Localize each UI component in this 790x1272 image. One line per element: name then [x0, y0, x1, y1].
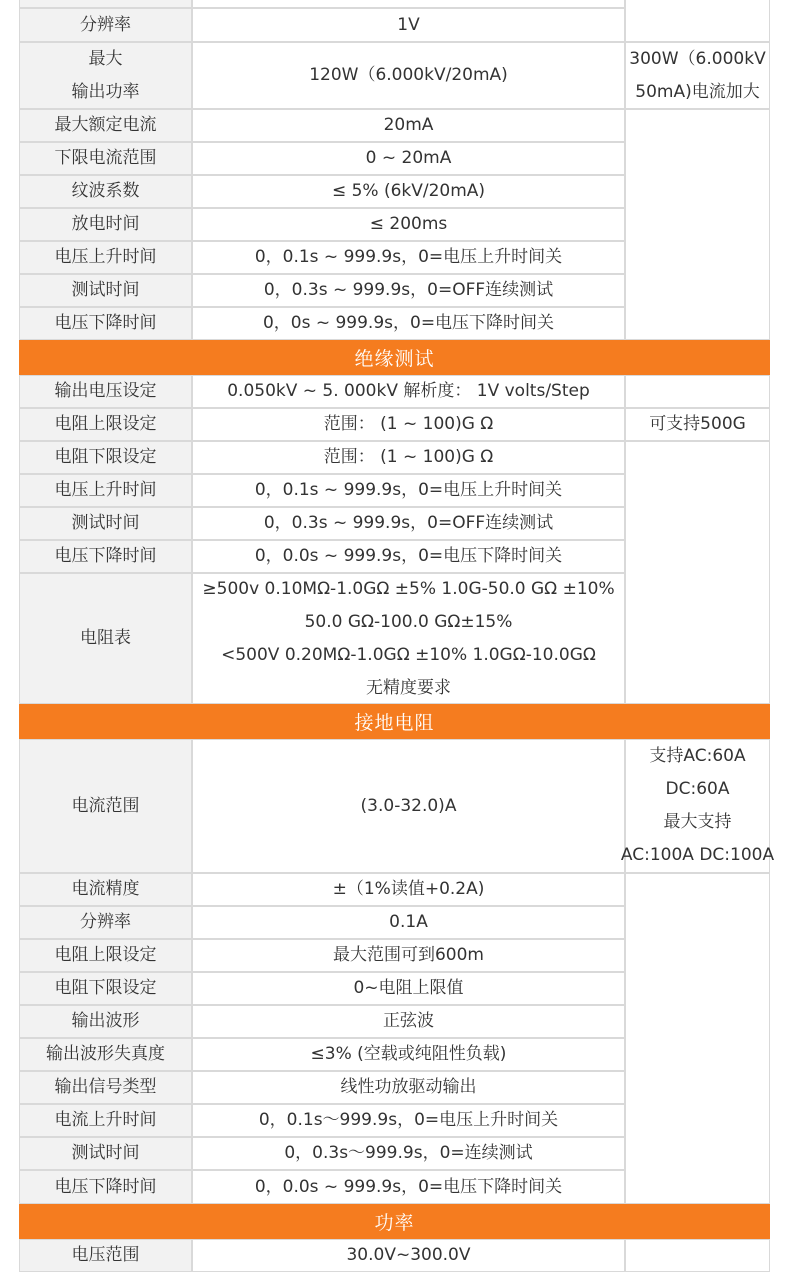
row-value [192, 540, 625, 573]
value-line: 0，0.3s ~ 999.9s，0=OFF连续测试 [263, 513, 554, 533]
value-line: 120W（6.000kV/20mA) [309, 65, 508, 85]
row-label [19, 1071, 192, 1104]
row-label [19, 241, 192, 274]
value-line: 0，0.1s～999.9s，0=电压上升时间关 [258, 1110, 559, 1130]
value-line [346, 0, 471, 7]
row-label [19, 441, 192, 474]
row-value [192, 573, 625, 704]
value-line: ≤3% (空载或纯阻性负载) [310, 1044, 507, 1064]
value-line: ±（1%读值+0.2A) [332, 879, 485, 899]
label-line: 输出功率 [71, 81, 140, 102]
row-value [192, 0, 625, 8]
row-label [19, 1137, 192, 1170]
note-cell [625, 1239, 770, 1272]
value-line: 1V [397, 14, 420, 35]
section-title: 功率 [374, 1212, 415, 1234]
row-value [192, 8, 625, 42]
value-line: 线性功放驱动输出 [340, 1077, 477, 1097]
row-label [19, 573, 192, 704]
note-cell [625, 375, 770, 408]
value-line: 0.050kV ~ 5. 000kV 解析度： 1V volts/Step [227, 381, 590, 401]
value-line: 无精度要求 [366, 677, 451, 698]
value-line: 0，0.0s ~ 999.9s，0=电压下降时间关 [254, 1176, 563, 1197]
row-label [19, 873, 192, 906]
note-cell [625, 441, 770, 704]
label-line: 输出信号类型 [54, 1077, 157, 1097]
value-line: 最大范围可到600m [332, 945, 484, 965]
note-cell [620, 739, 775, 873]
row-value [192, 507, 625, 540]
note-line: 最大支持 [663, 812, 732, 832]
row-value [192, 208, 625, 241]
row-value [192, 873, 625, 906]
row-value [192, 1071, 625, 1104]
note-line: 可支持500G [649, 414, 746, 434]
row-label [19, 1104, 192, 1137]
row-label [19, 939, 192, 972]
label-line: 电阻上限设定 [54, 414, 157, 434]
row-label [19, 208, 192, 241]
row-label [19, 375, 192, 408]
label-line: 电压下降时间 [54, 546, 157, 566]
row-label [19, 274, 192, 307]
row-value [192, 175, 625, 208]
label-line: 最大额定电流 [54, 115, 157, 135]
row-value [192, 142, 625, 175]
row-value [192, 939, 625, 972]
row-value [192, 441, 625, 474]
value-line: 0，0.3s～999.9s，0=连续测试 [284, 1143, 533, 1163]
label-line: 电压下降时间 [54, 1176, 157, 1197]
row-label [19, 972, 192, 1005]
row-value [192, 474, 625, 507]
row-value [192, 375, 625, 408]
row-value [192, 307, 625, 340]
row-label [19, 474, 192, 507]
value-line: 0，0.0s ~ 999.9s，0=电压下降时间关 [254, 546, 563, 566]
value-line: ≤ 200ms [369, 214, 448, 234]
value-line: 0~电阻上限值 [353, 978, 464, 998]
label-line: 电压上升时间 [54, 247, 157, 267]
value-line: 0.1A [389, 912, 428, 932]
row-value [192, 1104, 625, 1137]
label-line: 电压范围 [71, 1245, 140, 1265]
row-label [19, 0, 192, 8]
value-line: 30.0V~300.0V [346, 1245, 471, 1265]
label-line: 电流上升时间 [54, 1110, 157, 1130]
row-label [19, 1005, 192, 1038]
value-line: 范围： (1 ~ 100)G Ω [323, 414, 494, 434]
row-label [19, 540, 192, 573]
label-line: 电阻下限设定 [54, 978, 157, 998]
value-line: (3.0-32.0)A [360, 795, 457, 816]
row-label [19, 142, 192, 175]
row-label [19, 175, 192, 208]
row-label [19, 1239, 192, 1272]
row-value [192, 1005, 625, 1038]
label-line: 电压上升时间 [54, 480, 157, 500]
row-label [19, 42, 192, 109]
row-value [192, 906, 625, 939]
label-line: 输出电压设定 [54, 381, 157, 401]
note-line: AC:100A DC:100A [620, 845, 775, 865]
section-title: 绝缘测试 [354, 348, 435, 370]
label-line: 分辨率 [80, 14, 131, 35]
row-label [19, 1038, 192, 1071]
note-line: 50mA)电流加大 [635, 81, 760, 102]
row-value [192, 241, 625, 274]
label-line: 最大 [88, 48, 123, 69]
label-line: 电压下降时间 [54, 313, 157, 333]
label-line: 输出波形 [71, 1011, 140, 1031]
value-line: 范围： (1 ~ 100)G Ω [323, 447, 494, 467]
label-line: 纹波系数 [71, 181, 140, 201]
value-line: <500V 0.20MΩ-1.0GΩ ±10% 1.0GΩ-10.0GΩ [221, 644, 596, 665]
row-value [192, 1137, 625, 1170]
value-line: 正弦波 [383, 1011, 434, 1031]
row-value [192, 274, 625, 307]
note-cell [625, 408, 770, 441]
note-cell [625, 873, 770, 1204]
note-line: 支持AC:60A [649, 746, 746, 766]
label-line: 电阻上限设定 [54, 945, 157, 965]
row-value [192, 739, 625, 873]
value-line: 20mA [383, 115, 434, 135]
note-cell [625, 109, 770, 340]
label-line: 电流范围 [71, 795, 140, 816]
row-label [19, 906, 192, 939]
note-cell [625, 0, 770, 42]
row-value [192, 408, 625, 441]
value-line: 0，0.1s ~ 999.9s，0=电压上升时间关 [254, 247, 563, 267]
value-line: 0，0.1s ~ 999.9s，0=电压上升时间关 [254, 480, 563, 500]
label-line: 电流精度 [71, 879, 140, 899]
row-value [192, 1239, 625, 1272]
row-label [19, 8, 192, 42]
row-label [19, 1170, 192, 1204]
label-line: 输出波形失真度 [46, 1044, 165, 1064]
section-header-insulation [19, 340, 770, 375]
label-line: 电阻表 [80, 628, 131, 648]
label-line: 分辨率 [80, 912, 131, 932]
value-line: 0，0s ~ 999.9s，0=电压下降时间关 [262, 313, 555, 333]
row-value [192, 1170, 625, 1204]
row-label [19, 739, 192, 873]
value-line: 50.0 GΩ-100.0 GΩ±15% [304, 611, 513, 632]
value-line: ≥500v 0.10MΩ-1.0GΩ ±5% 1.0G-50.0 GΩ ±10% [202, 578, 615, 599]
label-line: 测试时间 [71, 513, 140, 533]
row-value [192, 972, 625, 1005]
row-value [192, 1038, 625, 1071]
note-cell [625, 42, 770, 109]
label-line: 下限电流范围 [54, 148, 157, 168]
value-line: ≤ 5% (6kV/20mA) [331, 181, 486, 201]
value-line: 0 ~ 20mA [365, 148, 452, 168]
note-line: DC:60A [665, 779, 730, 799]
section-title: 接地电阻 [354, 712, 435, 734]
section-header-power [19, 1204, 770, 1239]
section-header-ground [19, 704, 770, 739]
label-line: 电阻下限设定 [54, 447, 157, 467]
label-line: 放电时间 [71, 214, 140, 234]
row-label [19, 307, 192, 340]
row-value [192, 42, 625, 109]
note-line: 300W（6.000kV [629, 48, 766, 69]
label-line: 测试时间 [71, 280, 140, 300]
row-label [19, 408, 192, 441]
label-line: 测试时间 [71, 1143, 140, 1163]
row-label [19, 109, 192, 142]
value-line: 0，0.3s ~ 999.9s，0=OFF连续测试 [263, 280, 554, 300]
row-value [192, 109, 625, 142]
row-label [19, 507, 192, 540]
